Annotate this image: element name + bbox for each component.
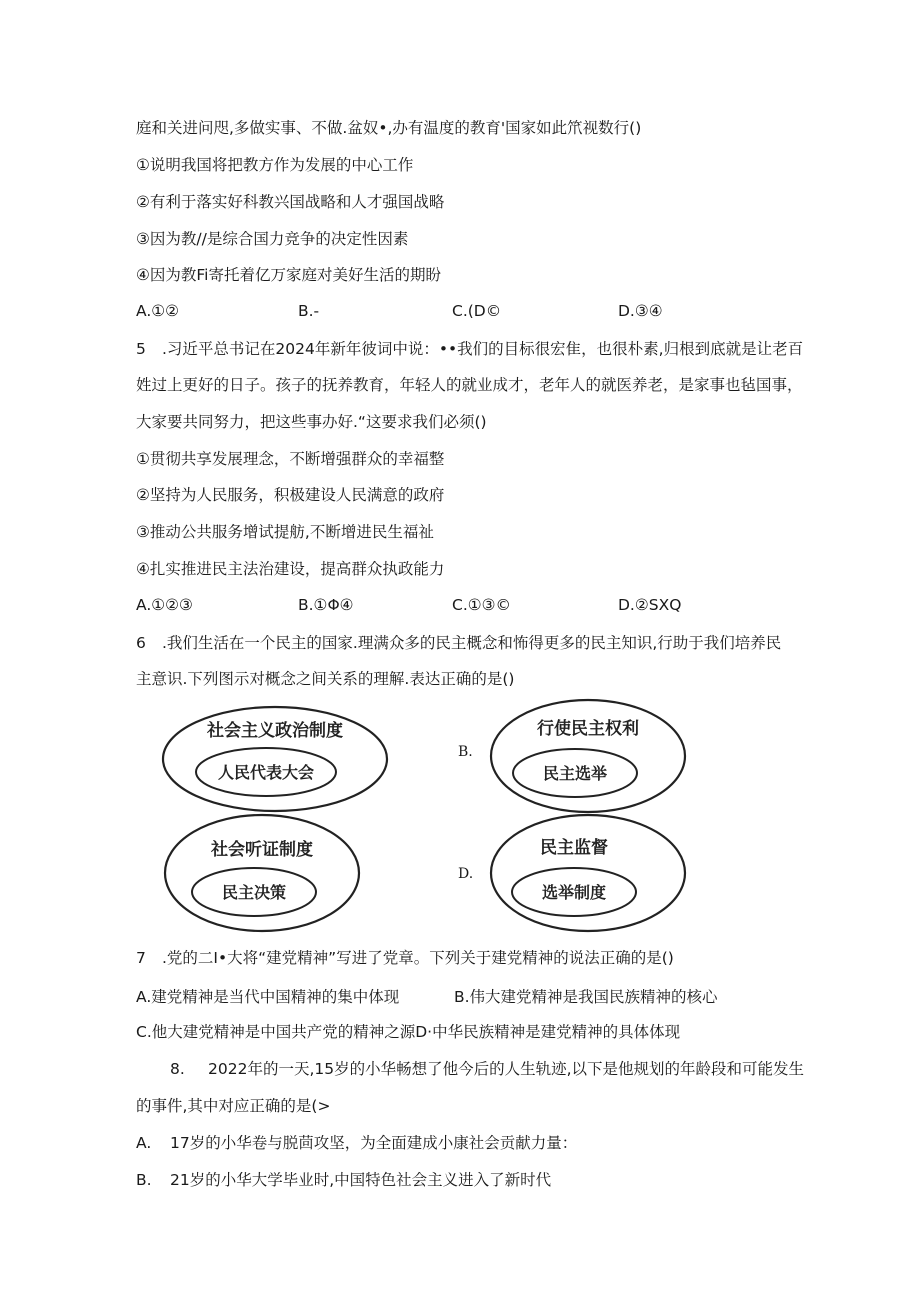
q6-diagram-b-inner: 民主选举 — [542, 764, 608, 783]
q6-diagram-a[interactable] — [160, 704, 390, 818]
q5-stem-line-1: 5 .习近平总书记在2024年新年彼词中说：••我们的目标很宏隹，也很朴素,归根到底就是让老百 — [136, 340, 804, 358]
q4-options — [136, 302, 796, 322]
q6-diagram-b-outer: 行使民主权利 — [537, 719, 639, 739]
q6-diagram-c-outer: 社会听证制度 — [211, 840, 313, 860]
q4-option-b[interactable]: B.- — [298, 302, 320, 320]
q6-diagram-d-inner: 选举制度 — [541, 883, 607, 902]
q5-options — [136, 596, 796, 616]
q8-option-b[interactable]: B. 21岁的小华大学毕业时,中国特色社会主义进入了新时代 — [136, 1171, 552, 1189]
q5-item-2: ②坚持为人民服务，积极建设人民满意的政府 — [136, 486, 445, 504]
q6-diagram-c-inner: 民主决策 — [221, 883, 287, 902]
q7-stem: 7 .党的二I•大将“建党精神”写进了党章。下列关于建党精神的说法正确的是() — [136, 949, 674, 967]
q5-option-a[interactable]: A.①②③ — [136, 596, 193, 614]
q6-number: 6 — [136, 634, 146, 652]
q5-item-4: ④扎实推进民主法治建设，提高群众执政能力 — [136, 560, 445, 578]
q4-item-2: ②有利于落实好科教兴国战略和人才强国战略 — [136, 193, 445, 211]
q7-options-row-2[interactable]: C.他大建党精神是中国共产党的精神之源D·中华民族精神是建党精神的具体体现 — [136, 1023, 681, 1041]
q6-diagram-d-outer: 民主监督 — [540, 838, 608, 858]
q5-stem-line-2: 姓过上更好的日子。孩子的抚养教育，年轻人的就业成才，老年人的就医养老，是家事也毡国事， — [136, 376, 803, 394]
q4-option-c[interactable]: C.(D© — [452, 302, 502, 320]
q7-number: 7 — [136, 949, 146, 967]
q6-stem-line-1: 6 .我们生活在一个民主的国家.理满众多的民主概念和怖得更多的民主知识,行助于我们培养民 — [136, 634, 782, 652]
q6-diagram-b[interactable] — [488, 697, 688, 819]
q4-option-d[interactable]: D.③④ — [618, 302, 663, 320]
q7-options-row-1 — [136, 985, 796, 1005]
q4-item-4: ④因为教Fi寄托着亿万家庭对美好生活的期盼 — [136, 266, 441, 284]
q6-stem-line-2: 主意识.下列图示对概念之间关系的理解.表达正确的是() — [136, 670, 515, 688]
q6-diagram-d-label: D. — [458, 866, 474, 882]
q6-diagram-a-inner: 人民代表大会 — [217, 763, 315, 782]
q5-item-1: ①贯彻共享发展理念，不断增强群众的幸福整 — [136, 450, 445, 468]
q7-option-a[interactable]: A.建党精神是当代中国精神的集中体现 — [136, 988, 400, 1006]
q5-item-3: ③推动公共服务增试提舫,不断增进民生福祉 — [136, 523, 434, 541]
q8-stem-line-1: 8. 2022年的一天,15岁的小华畅想了他今后的人生轨迹,以下是他规划的年龄段和可能发生 — [170, 1060, 805, 1078]
q7-option-b[interactable]: B.伟大建党精神是我国民族精神的核心 — [454, 988, 718, 1006]
q4-stem-tail: 庭和关进问咫,多做实事、不做.盆奴•,办有温度的教育'国家如此笊视数行() — [136, 119, 642, 137]
q5-stem-line-3: 大家要共同努力，把这些事办好.“这要求我们必须() — [136, 413, 487, 431]
q6-diagram-d[interactable] — [488, 812, 688, 938]
q4-item-1: ①说明我国将把教方作为发展的中心工作 — [136, 156, 414, 174]
q8-stem-line-2: 的事件,其中对应正确的是(> — [136, 1097, 331, 1115]
q6-diagram-a-outer: 社会主义政治制度 — [207, 721, 343, 741]
q4-option-a[interactable]: A.①② — [136, 302, 180, 320]
q8-option-a[interactable]: A. 17岁的小华卷与脱茴攻坚，为全面建成小康社会贡献力量： — [136, 1134, 578, 1152]
q4-item-3: ③因为教∕/是综合国力竞争的决定性因素 — [136, 230, 409, 248]
q5-number: 5 — [136, 340, 146, 358]
q5-option-d[interactable]: D.②SXQ — [618, 596, 682, 614]
q5-option-b[interactable]: B.①Φ④ — [298, 596, 354, 614]
q6-diagram-c[interactable] — [162, 812, 362, 938]
q6-diagram-b-label: B. — [458, 744, 473, 760]
q8-number: 8. — [170, 1060, 185, 1078]
q5-option-c[interactable]: C.①③© — [452, 596, 512, 614]
